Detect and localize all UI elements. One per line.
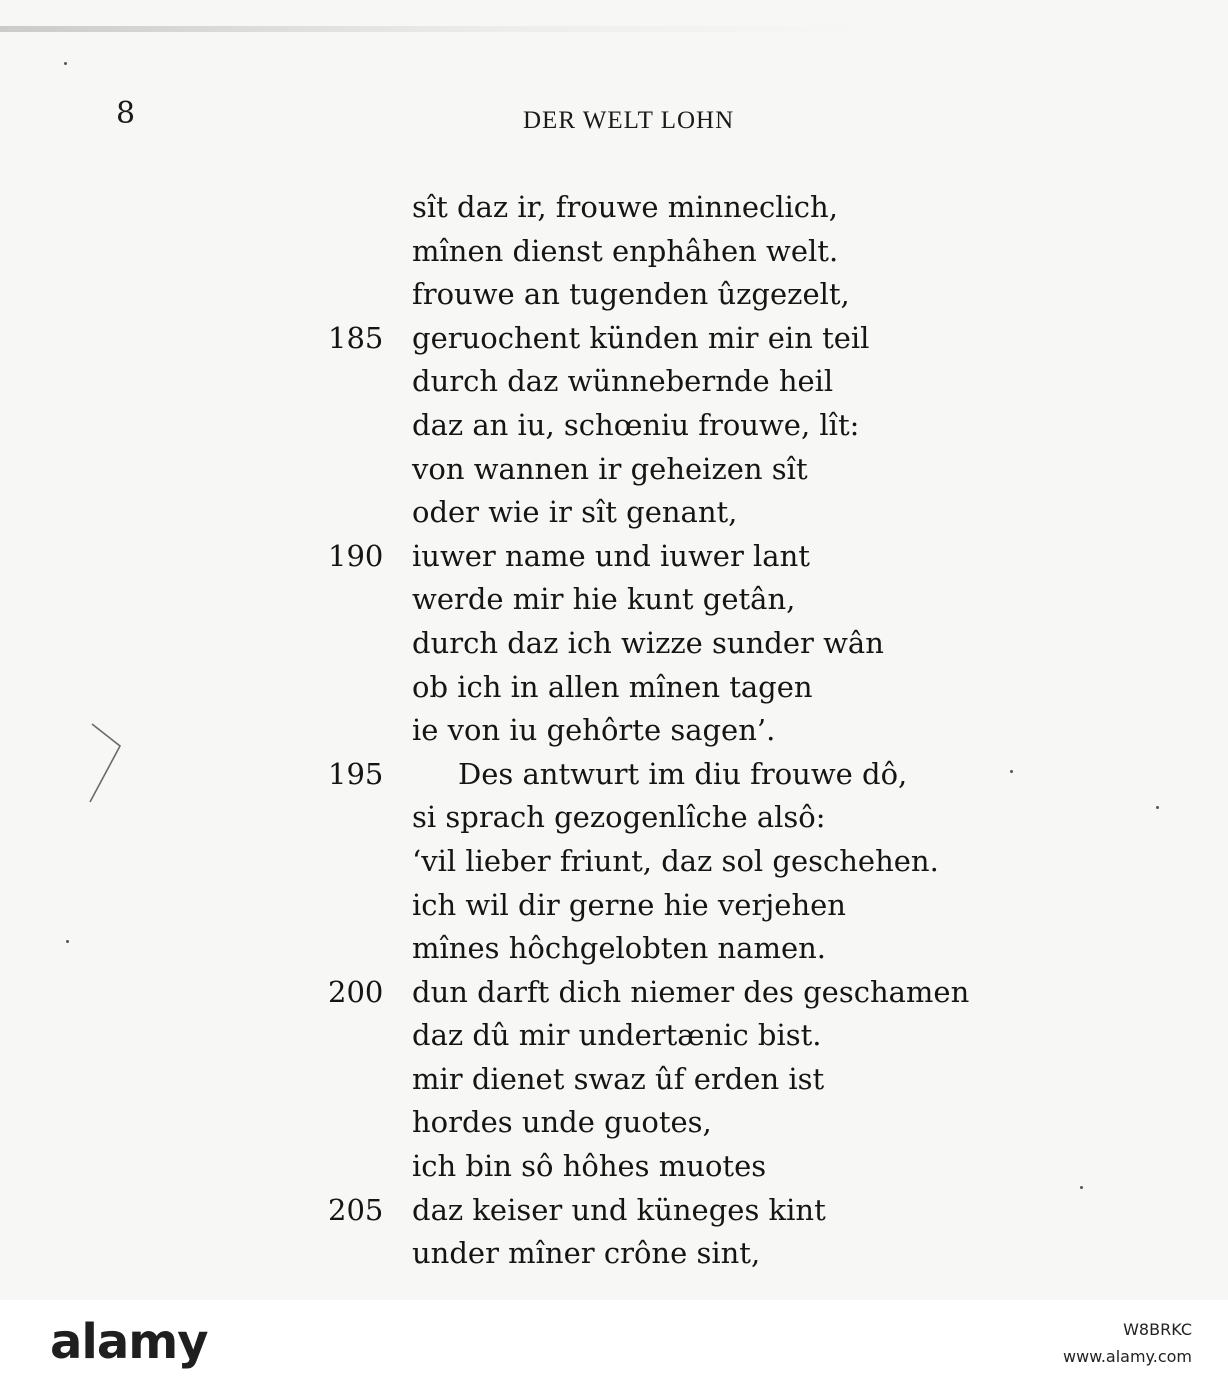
line-number: 205 bbox=[328, 1192, 384, 1227]
verse-text: mir dienet swaz ûf erden ist bbox=[412, 1061, 825, 1096]
verse-text: ‘vil lieber friunt, daz sol geschehen. bbox=[412, 843, 939, 878]
verse-line bbox=[300, 230, 1200, 274]
verse-text: dun darft dich niemer des geschamen bbox=[412, 974, 970, 1009]
verse-text: durch daz ich wizze sunder wân bbox=[412, 625, 884, 660]
verse-line bbox=[300, 578, 1200, 622]
scan-speck bbox=[66, 940, 69, 943]
image-id: W8BRKC bbox=[1123, 1320, 1192, 1339]
verse-line bbox=[300, 273, 1200, 317]
verse-line bbox=[300, 666, 1200, 710]
verse-text: daz keiser und küneges kint bbox=[412, 1192, 826, 1227]
verse-line bbox=[300, 535, 1200, 579]
verse-line bbox=[300, 186, 1200, 230]
verse-line bbox=[300, 491, 1200, 535]
line-number: 185 bbox=[328, 320, 384, 355]
verse-text: sît daz ir, frouwe minneclich, bbox=[412, 190, 838, 224]
verse-text: mînen dienst enphâhen welt. bbox=[412, 233, 839, 268]
verse-text: ich wil dir gerne hie verjehen bbox=[412, 887, 846, 922]
line-number: 190 bbox=[328, 538, 384, 573]
verse-block bbox=[300, 186, 1200, 1276]
verse-text: ob ich in allen mînen tagen bbox=[412, 669, 813, 704]
scan-speck bbox=[64, 62, 67, 65]
pencil-margin-mark bbox=[80, 718, 130, 808]
verse-text: werde mir hie kunt getân, bbox=[412, 582, 796, 617]
verse-text: von wannen ir geheizen sît bbox=[412, 451, 808, 486]
verse-line bbox=[300, 840, 1200, 884]
verse-line bbox=[300, 1232, 1200, 1276]
verse-text: durch daz wünnebernde heil bbox=[412, 364, 834, 399]
verse-text: Des antwurt im diu frouwe dô, bbox=[458, 756, 908, 791]
verse-line bbox=[300, 1189, 1200, 1233]
verse-line bbox=[300, 709, 1200, 753]
verse-text: ich bin sô hôhes muotes bbox=[412, 1149, 767, 1184]
scan-edge-shadow bbox=[0, 26, 1228, 32]
footer-url: www.alamy.com bbox=[1063, 1347, 1192, 1366]
verse-line bbox=[300, 317, 1200, 361]
scan-speck bbox=[1156, 806, 1159, 809]
line-number: 195 bbox=[328, 756, 384, 791]
verse-line bbox=[300, 1058, 1200, 1102]
verse-line bbox=[300, 753, 1200, 797]
verse-text: daz dû mir undertænic bist. bbox=[412, 1018, 822, 1053]
verse-line bbox=[300, 1145, 1200, 1189]
verse-text: under mîner crône sint, bbox=[412, 1236, 761, 1271]
verse-text: si sprach gezogenlîche alsô: bbox=[412, 800, 826, 835]
line-number: 200 bbox=[328, 974, 384, 1009]
verse-text: oder wie ir sît genant, bbox=[412, 495, 738, 530]
verse-line bbox=[300, 927, 1200, 971]
verse-text: ie von iu gehôrte sagen’. bbox=[412, 713, 776, 748]
verse-line bbox=[300, 360, 1200, 404]
scan-speck bbox=[1010, 770, 1013, 773]
verse-text: daz an iu, schœniu frouwe, lît: bbox=[412, 407, 860, 442]
verse-text: frouwe an tugenden ûzgezelt, bbox=[412, 277, 850, 312]
verse-text: hordes unde guotes, bbox=[412, 1105, 712, 1140]
verse-line bbox=[300, 1101, 1200, 1145]
verse-line bbox=[300, 1014, 1200, 1058]
verse-line bbox=[300, 884, 1200, 928]
verse-line bbox=[300, 448, 1200, 492]
verse-line bbox=[300, 796, 1200, 840]
verse-line bbox=[300, 971, 1200, 1015]
verse-line bbox=[300, 404, 1200, 448]
alamy-watermark-logo: alamy bbox=[50, 1314, 208, 1370]
verse-text: iuwer name und iuwer lant bbox=[412, 538, 810, 573]
running-head: DER WELT LOHN bbox=[523, 107, 735, 134]
verse-text: geruochent künden mir ein teil bbox=[412, 320, 870, 355]
page-number: 8 bbox=[116, 96, 136, 131]
verse-text: mînes hôchgelobten namen. bbox=[412, 931, 827, 966]
verse-line bbox=[300, 622, 1200, 666]
scan-speck bbox=[1080, 1186, 1083, 1189]
